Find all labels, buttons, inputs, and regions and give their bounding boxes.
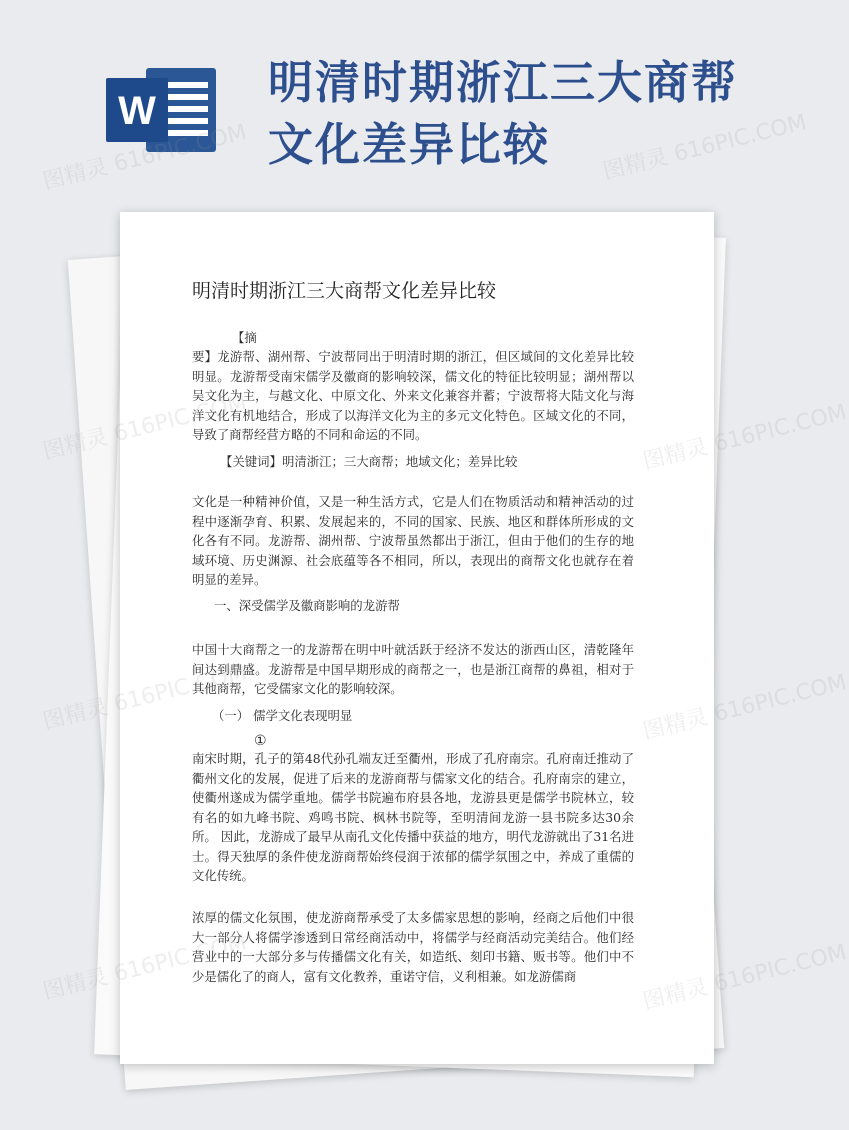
header-title-line1: 明清时期浙江三大商帮 [268, 56, 739, 109]
watermark-text: 图精灵 [40, 424, 111, 465]
abstract-label: 【摘 [232, 330, 257, 345]
document-page [120, 212, 714, 1064]
watermark-text: 图精灵 616PIC.COM [600, 110, 810, 185]
document-title: 明清时期浙江三大商帮文化差异比较 [192, 280, 497, 302]
watermark-text: 图精灵 616PIC.COM [640, 670, 849, 745]
section1-paragraph: 中国十大商帮之一的龙游帮在明中叶就活跃于经济不发达的浙西山区，清乾隆年间达到鼎盛。龙游帮是中国早期形成的商帮之一，也是浙江商帮的鼻祖，相对于其他商帮，它受儒家文化的影响较深。 [192, 642, 634, 696]
watermark-text: 图精灵 [40, 694, 111, 735]
watermark-text: 图精灵 616PIC.COM [640, 400, 849, 475]
header-title [268, 52, 768, 176]
section1-heading: 一、深受儒学及徽商影响的龙游帮 [214, 598, 400, 613]
subsection-paragraph: 南宋时期，孔子的第48代孙孔端友迁至衢州，形成了孔府南宗。孔府南迁推动了衢州文化的发展，促进了后来的龙游商帮与儒家文化的结合。孔府南宗的建立，使衢州遂成为儒学重地。儒学书院遍布府县各地，龙游县更是儒学书院林立，较有名的如九峰书院、鸡鸣书院、枫林书院等，至明清间龙游一县书院多达30余所。 因此，龙游成了最早从南孔文化传播中获益的地方，明代龙游就出了31名进士。得天独厚的条件使龙游商帮始终侵润于浓郁的儒学氛围之中，养成了重儒的文化传统。 [192, 751, 634, 883]
abstract-text: 要】龙游帮、湖州帮、宁波帮同出于明清时期的浙江，但区域间的文化差异比较明显。龙游帮受南宋儒学及徽商的影响较深，儒文化的特征比较明显；湖州帮以吴文化为主，与越文化、中原文化、外来文化兼容并蓄；宁波帮将大陆文化与海洋文化有机地结合，形成了以海洋文化为主的多元文化特色。区域文化的不同，导致了商帮经营方略的不同和命运的不同。 [192, 349, 634, 442]
last-paragraph: 浓厚的儒文化氛围，使龙游商帮承受了太多儒家思想的影响，经商之后他们中很大一部分人将儒学渗透到日常经商活动中，将儒学与经商活动完美结合。他们经营业中的一大部分多与传播儒文化有关，如造纸、刻印书籍、贩书等。他们中不少是儒化了的商人，富有文化教养，重诺守信，义利相兼。如龙游儒商 [192, 910, 634, 984]
keywords-line: 【关键词】明清浙江；三大商帮；地域文化；差异比较 [220, 454, 518, 469]
word-document-icon [104, 64, 220, 156]
footnote-mark: ① [254, 733, 267, 749]
watermark-text: 图精灵 616PIC.COM [40, 120, 250, 195]
watermark-text: 图精灵 [40, 964, 111, 1005]
subsection-heading: （一） 儒学文化表现明显 [212, 708, 353, 723]
word-icon-letter: W [118, 89, 156, 133]
header-title-line2: 文化差异比较 [268, 118, 551, 171]
watermark-text: 图精灵 616PIC.COM [640, 940, 849, 1015]
intro-paragraph: 文化是一种精神价值，又是一种生活方式，它是人们在物质活动和精神活动的过程中逐渐孕育、积累、发展起来的，不同的国家、民族、地区和群体所形成的文化各有不同。龙游帮、湖州帮、宁波帮虽然都出于浙江，但由于他们的生存的地域环境、历史渊源、社会底蕴等各不相同，所以，表现出的商帮文化也就存在着明显的差异。 [192, 494, 634, 587]
